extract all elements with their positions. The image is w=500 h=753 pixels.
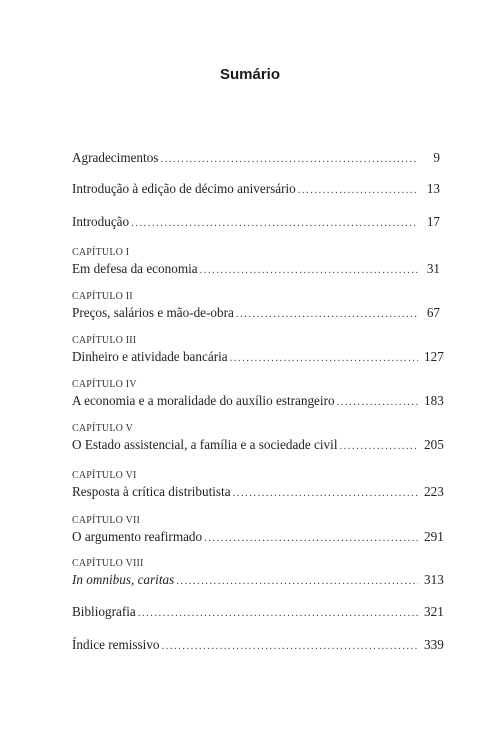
- toc-entry-bibliografia: [72, 603, 444, 622]
- chapter-label: CAPÍTULO V: [72, 423, 133, 434]
- dot-leader: [160, 150, 418, 168]
- toc-entry-capitulo-6: [72, 469, 444, 502]
- dot-leader: [337, 393, 418, 411]
- toc-entry-capitulo-3: [72, 334, 444, 367]
- dot-leader: [236, 305, 418, 323]
- chapter-label: CAPÍTULO II: [72, 291, 133, 302]
- toc-entry-agradecimentos: [72, 149, 440, 168]
- dot-leader: [298, 181, 418, 199]
- chapter-label: CAPÍTULO VIII: [72, 558, 144, 569]
- chapter-label: CAPÍTULO I: [72, 247, 130, 258]
- dot-leader: [200, 261, 418, 279]
- toc-entry-introducao-aniversario: [72, 180, 440, 199]
- dot-leader: [233, 484, 418, 502]
- chapter-label: CAPÍTULO IV: [72, 379, 137, 390]
- toc-entry-title[interactable]: Dinheiro e atividade bancária: [72, 349, 228, 364]
- toc-entry-title[interactable]: In omnibus, caritas: [72, 572, 175, 587]
- dot-leader: [176, 572, 418, 590]
- toc-entry-page: 321: [424, 604, 444, 619]
- toc-entry-page: 13: [426, 181, 440, 196]
- toc-entry-title[interactable]: Introdução à edição de décimo aniversário: [72, 181, 296, 196]
- toc-entry-page: 9: [433, 150, 440, 165]
- toc-entry-capitulo-2: [72, 290, 440, 323]
- toc-entry-indice-remissivo: [72, 636, 444, 655]
- toc-entry-page: 205: [424, 437, 444, 452]
- dot-leader: [230, 349, 418, 367]
- toc-entry-capitulo-8: [72, 557, 444, 590]
- dot-leader: [131, 214, 418, 232]
- toc-entry-page: 127: [424, 349, 444, 364]
- toc-entry-title[interactable]: Agradecimentos: [72, 150, 159, 165]
- toc-entry-page: 31: [426, 261, 440, 276]
- toc-entry-capitulo-1: [72, 246, 440, 279]
- toc-entry-page: 183: [424, 393, 444, 408]
- toc-entry-capitulo-7: [72, 514, 444, 547]
- toc-entry-page: 17: [426, 214, 440, 229]
- dot-leader: [138, 604, 418, 622]
- toc-entry-title[interactable]: Bibliografia: [72, 604, 136, 619]
- chapter-label: CAPÍTULO III: [72, 335, 137, 346]
- dot-leader: [204, 529, 418, 547]
- toc-entry-page: 313: [424, 572, 444, 587]
- toc-entry-title[interactable]: Em defesa da economia: [72, 261, 198, 276]
- dot-leader: [339, 437, 418, 455]
- dot-leader: [162, 637, 418, 655]
- chapter-label: CAPÍTULO VII: [72, 515, 141, 526]
- toc-entry-title[interactable]: O argumento reafirmado: [72, 529, 203, 544]
- toc-entry-title[interactable]: Resposta à crítica distributista: [72, 484, 231, 499]
- toc-entry-title[interactable]: Introdução: [72, 214, 130, 229]
- toc-entry-page: 67: [426, 305, 440, 320]
- toc-entry-title[interactable]: O Estado assistencial, a família e a sociedade civil: [72, 437, 338, 452]
- page-title: Sumário: [219, 66, 280, 83]
- toc-entry-page: 291: [424, 529, 444, 544]
- toc-entry-title[interactable]: A economia e a moralidade do auxílio estrangeiro: [72, 393, 335, 408]
- chapter-label: CAPÍTULO VI: [72, 470, 137, 481]
- toc-entry-capitulo-5: [72, 422, 444, 455]
- toc-entry-page: 223: [424, 484, 444, 499]
- toc-entry-capitulo-4: [72, 378, 444, 411]
- toc-entry-title[interactable]: Preços, salários e mão-de-obra: [72, 305, 234, 320]
- toc-entry-title[interactable]: Índice remissivo: [72, 637, 160, 652]
- toc-entry-page: 339: [424, 637, 444, 652]
- toc-entry-introducao: [72, 213, 440, 232]
